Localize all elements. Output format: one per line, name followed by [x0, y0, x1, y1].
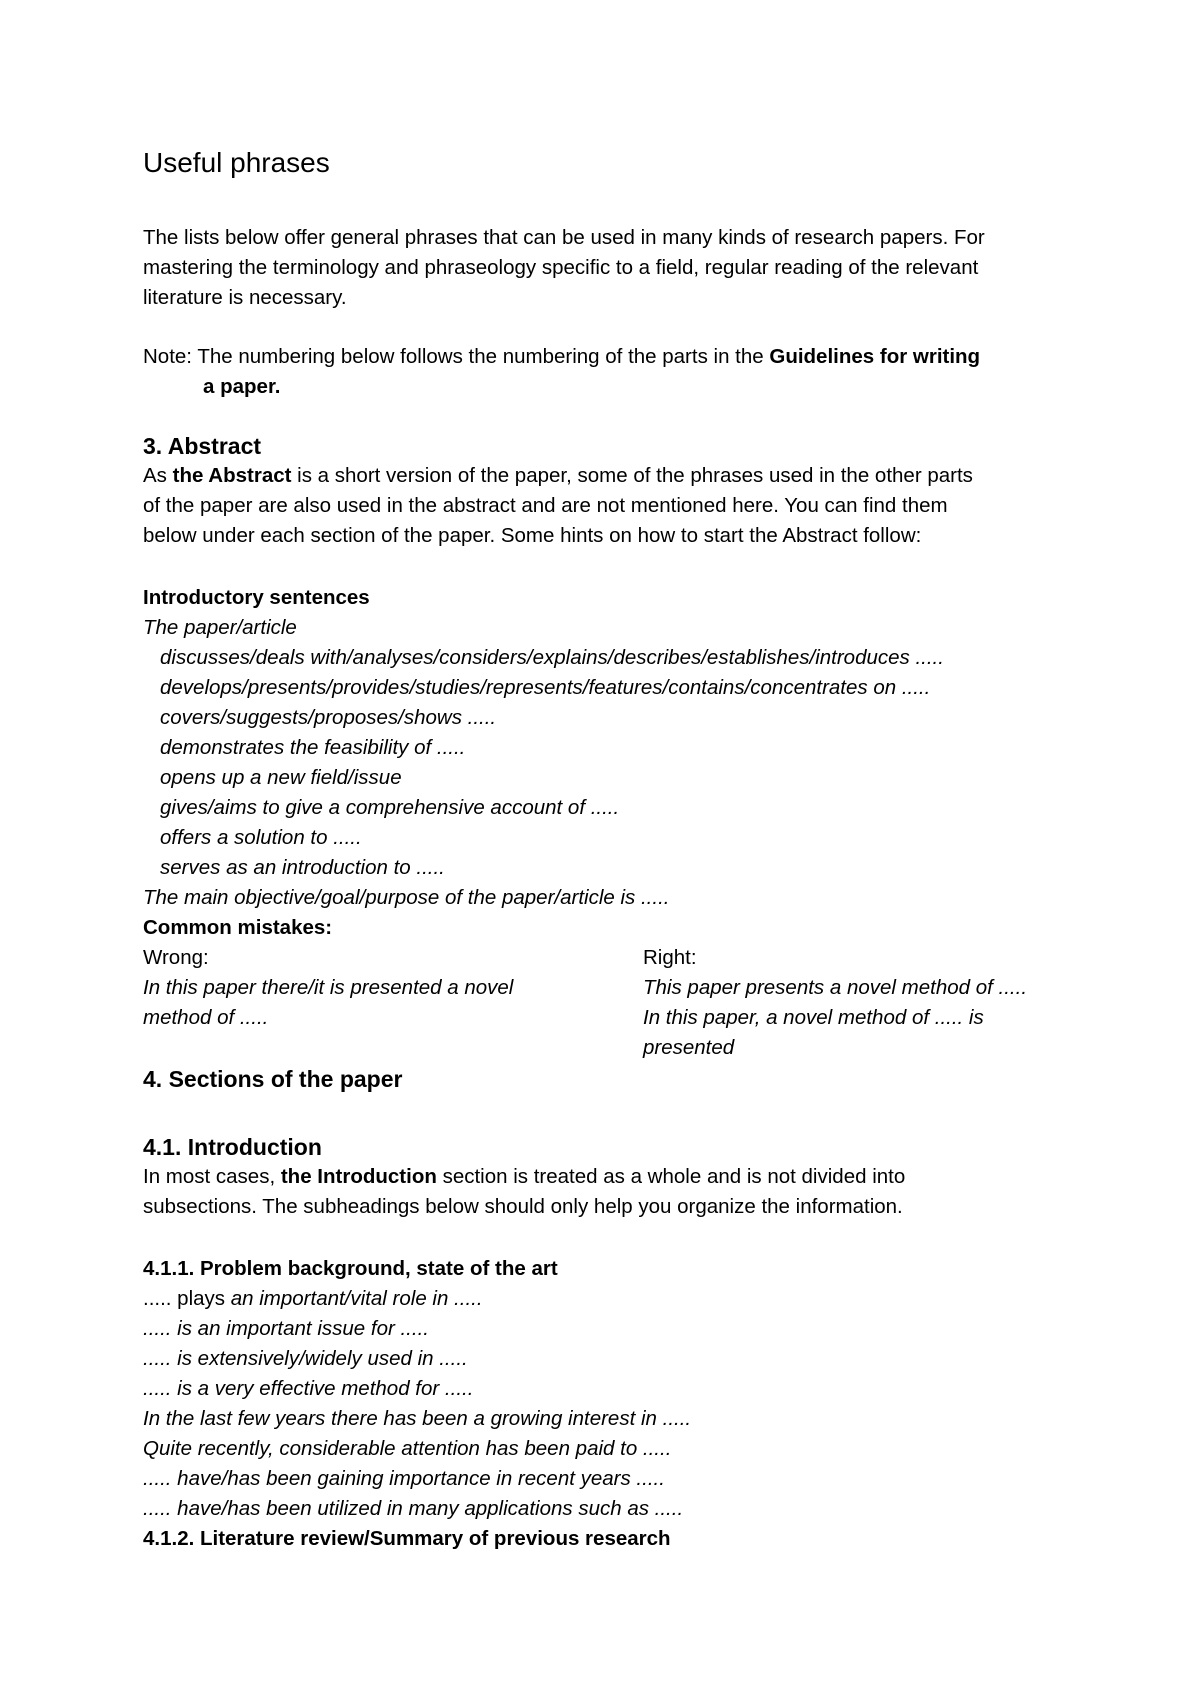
- note-text: The numbering below follows the numbering of the parts in the: [192, 345, 770, 368]
- phrase-item: develops/presents/provides/studies/represents/features/contains/concentrates on .....: [160, 676, 931, 699]
- problem-background-heading: 4.1.1. Problem background, state of the art: [143, 1257, 558, 1280]
- introduction-bold-term: the Introduction: [280, 1165, 437, 1188]
- phrase-item: Quite recently, considerable attention has been paid to .....: [143, 1437, 672, 1460]
- phrase-item: covers/suggests/proposes/shows .....: [160, 706, 497, 729]
- phrase-item: serves as an introduction to .....: [160, 856, 445, 879]
- introduction-paragraph: [143, 1162, 1083, 1222]
- guidelines-reference: Guidelines for writing: [769, 345, 981, 368]
- phrase-item: ..... is a very effective method for .....: [143, 1377, 474, 1400]
- abstract-heading: 3. Abstract: [143, 433, 262, 459]
- introductory-lead: The paper/article: [143, 616, 297, 639]
- introduction-text: In most cases,: [143, 1165, 281, 1188]
- intro-paragraph: [143, 223, 1083, 313]
- abstract-line: of the paper are also used in the abstract and are not mentioned here. You can find them: [143, 494, 948, 517]
- problem-background: [143, 1254, 1083, 1554]
- introduction-line: subsections. The subheadings below should only help you organize the information.: [143, 1195, 903, 1218]
- phrase-item: opens up a new field/issue: [160, 766, 402, 789]
- abstract-paragraph: [143, 461, 1083, 551]
- phrase-item: ..... is extensively/widely used in .....: [143, 1347, 468, 1370]
- right-column: [643, 943, 1083, 1063]
- introductory-closing: The main objective/goal/purpose of the paper/article is .....: [143, 886, 670, 909]
- note-paragraph: [143, 342, 1083, 402]
- phrase-item: demonstrates the feasibility of .....: [160, 736, 466, 759]
- page-title: Useful phrases: [143, 147, 330, 178]
- introductory-heading: Introductory sentences: [143, 586, 370, 609]
- introduction-heading: 4.1. Introduction: [143, 1134, 322, 1160]
- phrase-item: discusses/deals with/analyses/considers/explains/describes/establishes/introduces .....: [160, 646, 944, 669]
- phrase-item: ..... have/has been gaining importance in recent years .....: [143, 1467, 665, 1490]
- note-label: Note:: [143, 345, 192, 368]
- wrong-label: Wrong:: [143, 946, 209, 969]
- intro-line: mastering the terminology and phraseology specific to a field, regular reading of the relevant: [143, 256, 979, 279]
- phrase-item: ..... have/has been utilized in many applications such as .....: [143, 1497, 684, 1520]
- wrong-column: [143, 943, 583, 1033]
- note-continuation: a paper.: [203, 375, 281, 398]
- phrase-item: gives/aims to give a comprehensive account of .....: [160, 796, 620, 819]
- right-label: Right:: [643, 946, 697, 969]
- wrong-example: method of .....: [143, 1006, 269, 1029]
- abstract-text: As: [143, 464, 173, 487]
- literature-review-heading: 4.1.2. Literature review/Summary of previous research: [143, 1527, 671, 1550]
- introduction-text: section is treated as a whole and is not divided into: [436, 1165, 906, 1188]
- phrase-italic: an important/vital role in .....: [230, 1287, 483, 1310]
- phrase-item: offers a solution to .....: [160, 826, 362, 849]
- right-example: This paper presents a novel method of .....: [643, 976, 1028, 999]
- phrase-item: ..... is an important issue for .....: [143, 1317, 429, 1340]
- intro-line: literature is necessary.: [143, 286, 347, 309]
- abstract-text: is a short version of the paper, some of the phrases used in the other parts: [291, 464, 973, 487]
- introductory-sentences: [143, 583, 1083, 943]
- sections-heading: 4. Sections of the paper: [143, 1066, 403, 1092]
- phrase-item: In the last few years there has been a growing interest in .....: [143, 1407, 692, 1430]
- phrase-text: ..... plays: [143, 1287, 231, 1310]
- intro-line: The lists below offer general phrases that can be used in many kinds of research papers. For: [143, 226, 985, 249]
- abstract-line: below under each section of the paper. Some hints on how to start the Abstract follow:: [143, 524, 922, 547]
- abstract-bold-term: the Abstract: [172, 464, 292, 487]
- common-mistakes-heading: Common mistakes:: [143, 916, 333, 939]
- right-example: In this paper, a novel method of ..... is: [643, 1006, 984, 1029]
- right-example: presented: [643, 1036, 735, 1059]
- wrong-example: In this paper there/it is presented a novel: [143, 976, 514, 999]
